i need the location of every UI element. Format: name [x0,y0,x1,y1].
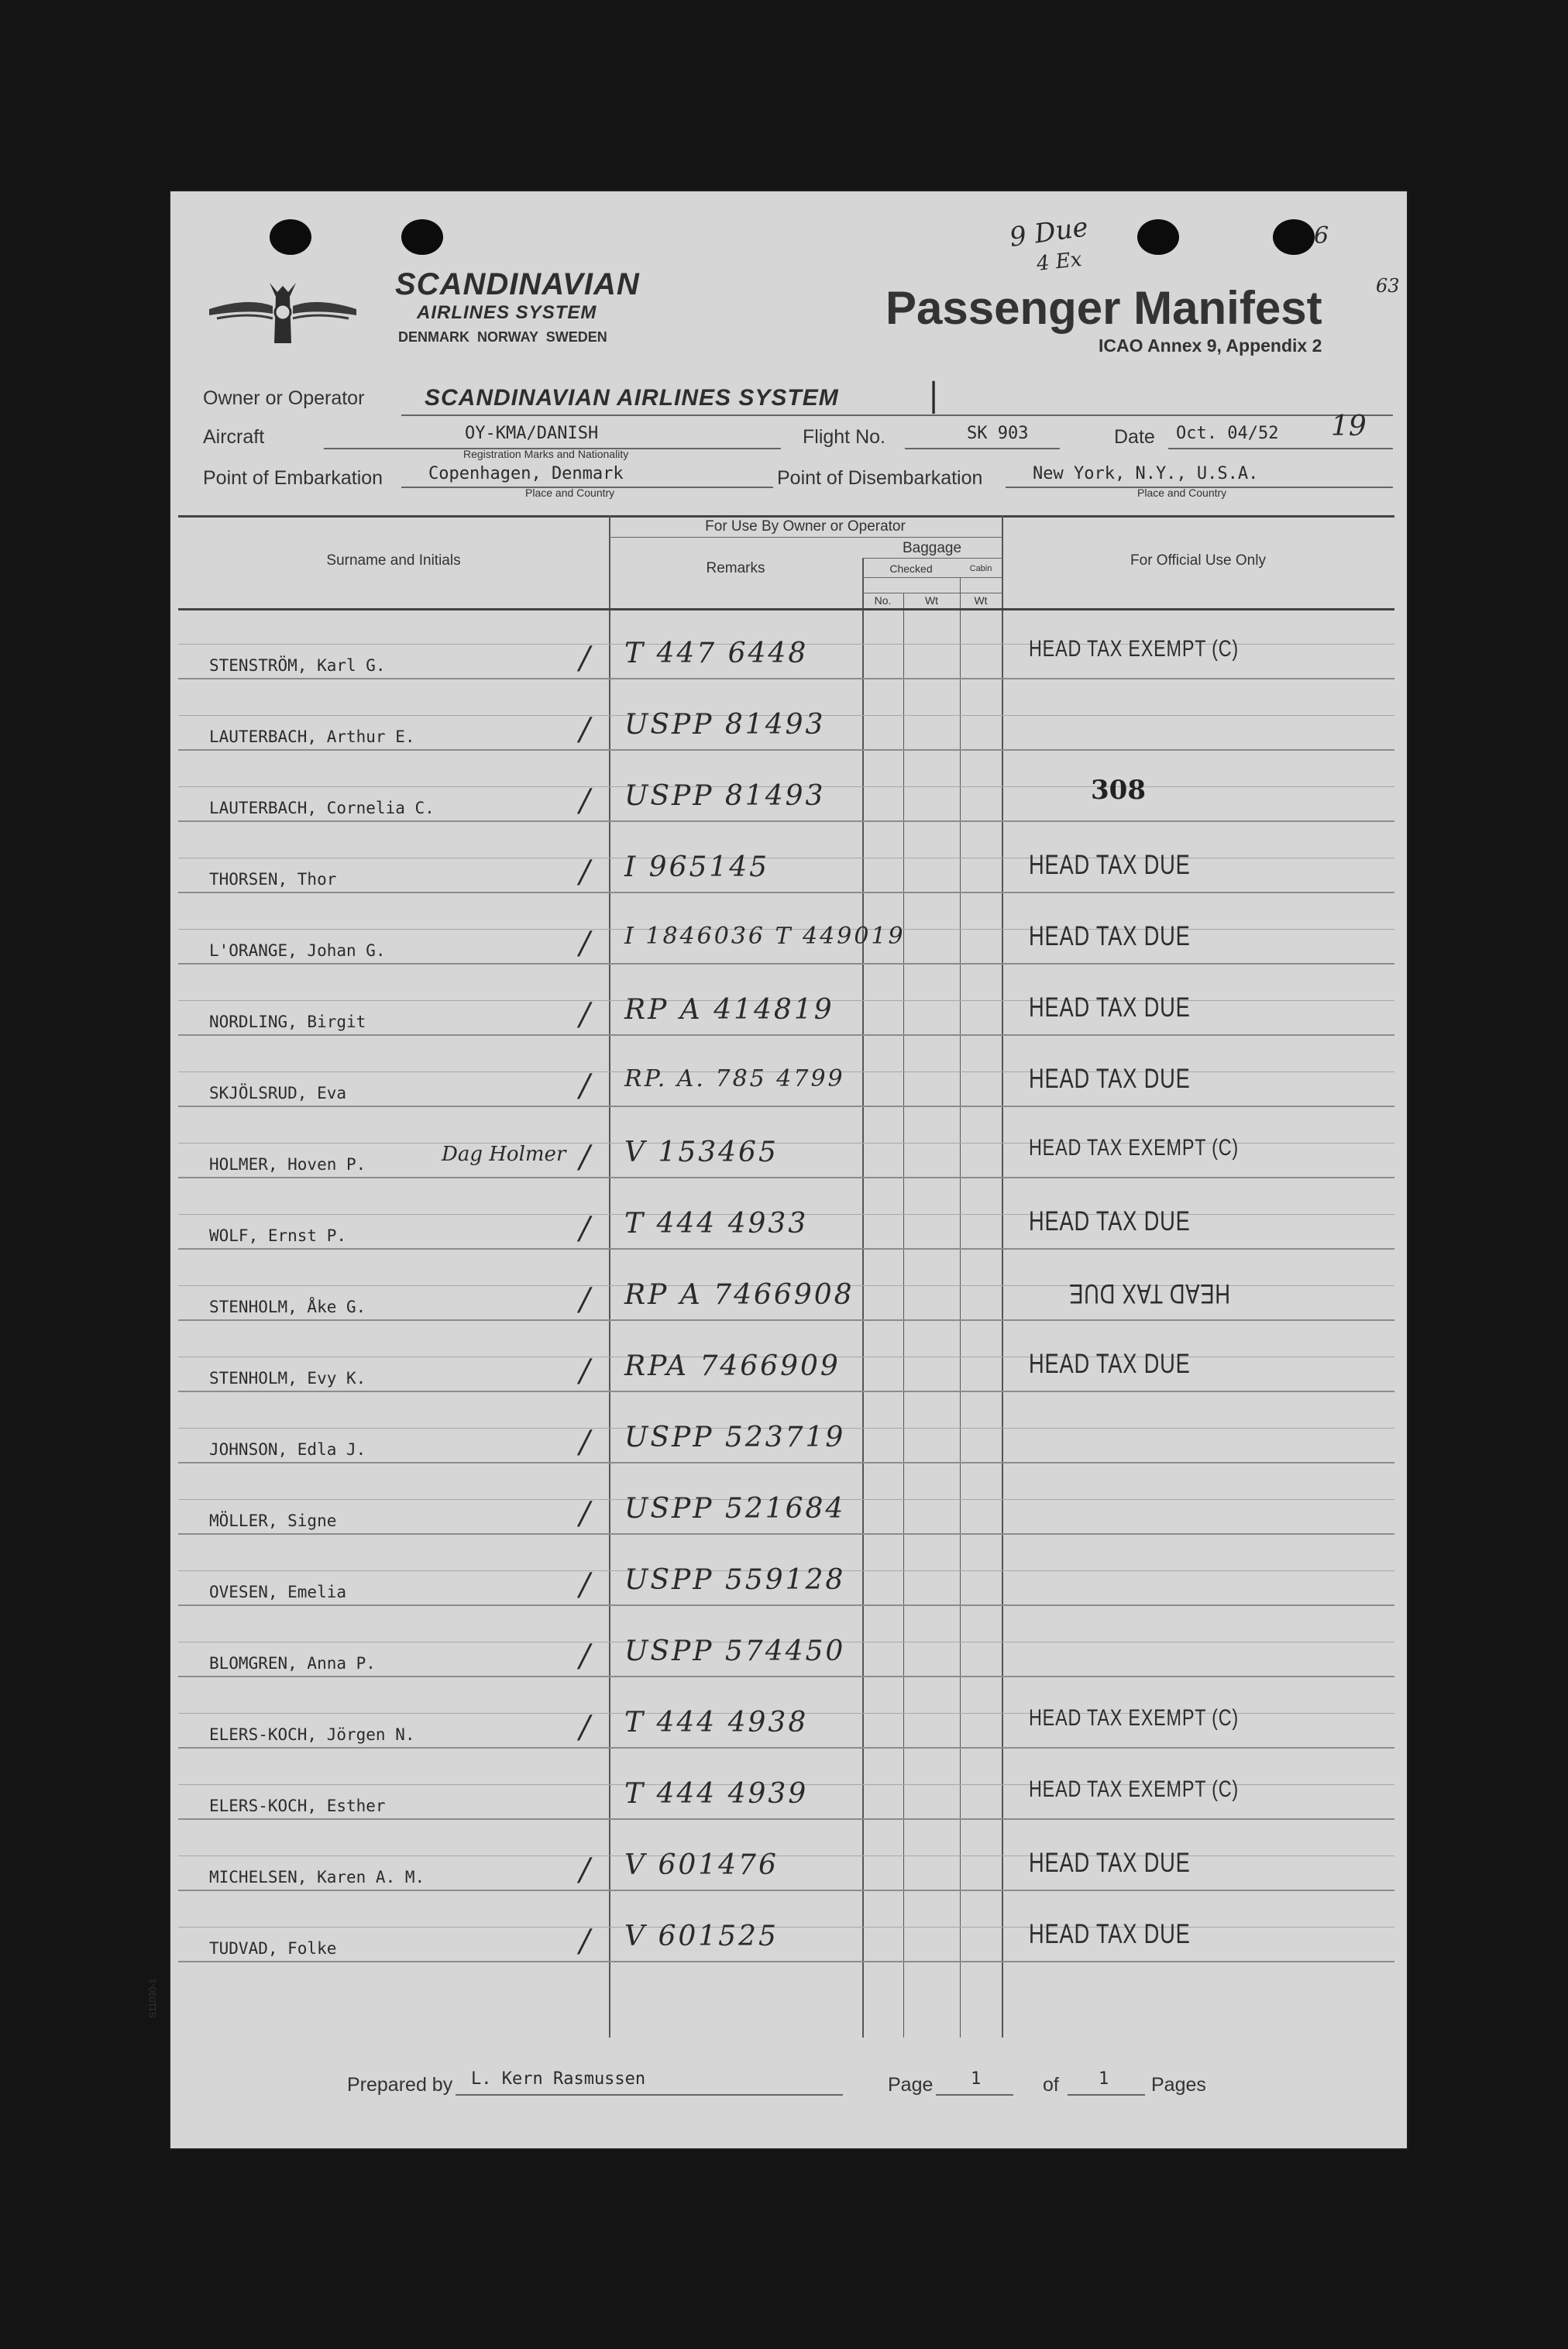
official-stamp: HEAD TAX DUE [1029,850,1191,880]
page-label: Page [888,2074,934,2096]
passport-remark: T 444 4939 [624,1778,809,1810]
passport-remark: RP A 414819 [624,994,834,1026]
table-row [169,1178,1408,1250]
passenger-name: NORDLING, Birgit [209,1013,366,1031]
passport-remark: RPA 7466909 [624,1350,841,1382]
passenger-name: JOHNSON, Edla J. [209,1440,366,1459]
check-mark: / [579,1639,590,1674]
passport-remark: RP. A. 785 4799 [624,1065,845,1092]
table-row [169,1749,1408,1820]
passport-remark: USPP 574450 [624,1635,846,1667]
form-subtitle: ICAO Annex 9, Appendix 2 [1099,335,1322,356]
passport-remark: T 444 4938 [624,1707,809,1739]
passport-remark: T 444 4933 [624,1208,809,1240]
header-wt: Wt [924,594,939,607]
check-mark: / [579,1068,590,1104]
check-mark: / [579,1353,590,1389]
aircraft-sublabel: Registration Marks and Nationality [463,448,629,460]
row-ruling [178,1855,1394,1856]
check-mark: / [579,1567,590,1603]
page-value: 1 [971,2069,982,2089]
passenger-name: ELERS-KOCH, Jörgen N. [209,1725,415,1744]
header-baggage: Baggage [902,540,962,556]
margin-note-exempt: 4 Ex [1035,248,1083,276]
passenger-name: OVESEN, Emelia [209,1583,347,1601]
check-mark: / [579,641,590,676]
passenger-name: LAUTERBACH, Cornelia C. [209,799,435,817]
punch-hole [1137,219,1179,255]
disembark-label: Point of Disembarkation [777,467,983,489]
checked-underline [862,577,1002,578]
check-mark: / [579,1852,590,1888]
table-row [169,679,1408,751]
airline-name: SCANDINAVIAN [395,267,640,301]
aircraft-label: Aircraft [203,426,265,448]
table-row [169,1107,1408,1178]
owner-underline [401,414,1393,416]
table-row [169,1321,1408,1392]
row-divider [178,1961,1394,1962]
corner-number: 6 [1314,222,1329,249]
prepared-underline [456,2094,843,2096]
airline-countries: DENMARK NORWAY SWEDEN [398,329,607,345]
official-stamp: HEAD TAX EXEMPT (C) [1029,1776,1239,1802]
passport-remark: USPP 523719 [624,1422,846,1453]
punch-hole [401,219,443,255]
passenger-name: WOLF, Ernst P. [209,1226,347,1245]
official-stamp: HEAD TAX DUE [1029,1919,1191,1949]
date-underline [1168,448,1393,449]
header-checked: Checked [889,562,933,575]
header-official: For Official Use Only [1130,552,1266,569]
table-row [169,1036,1408,1107]
passport-remark: T 447 6448 [624,638,809,669]
table-row [169,1250,1408,1321]
passenger-name: ELERS-KOCH, Esther [209,1797,386,1815]
check-mark: / [579,1924,590,1959]
header-cabin: Cabin [969,564,992,573]
passport-remark: USPP 559128 [624,1564,846,1596]
official-stamp: HEAD TAX DUE [1029,992,1191,1023]
official-stamp: HEAD TAX DUE [1029,1848,1191,1878]
official-stamp: HEAD TAX EXEMPT (C) [1029,1705,1239,1731]
official-stamp: HEAD TAX DUE [1029,1349,1191,1379]
page-underline [936,2094,1013,2096]
check-mark: / [579,1496,590,1532]
passenger-name: LAUTERBACH, Arthur E. [209,727,415,746]
passenger-name: STENHOLM, Evy K. [209,1369,366,1388]
table-top-border [178,515,1394,518]
table-row [169,822,1408,893]
official-stamp: HEAD TAX EXEMPT (C) [1029,636,1239,662]
official-stamp: HEAD TAX DUE [1029,1064,1191,1094]
owner-mark: | [928,376,940,414]
table-row [169,1820,1408,1891]
table-row [169,1392,1408,1463]
flight-underline [905,448,1060,449]
margin-note-due: 9 Due [1007,212,1091,253]
disembark-value: New York, N.Y., U.S.A. [1033,464,1259,483]
corner-number-2: 63 [1376,275,1400,297]
check-mark: / [579,926,590,961]
passport-remark: V 153465 [624,1137,779,1168]
embark-sublabel: Place and Country [525,487,615,499]
passport-remark: RP A 7466908 [624,1279,854,1311]
passenger-name: THORSEN, Thor [209,870,337,889]
passenger-name-correction: Dag Holmer [442,1143,566,1166]
prepared-label: Prepared by [347,2074,453,2096]
embark-label: Point of Embarkation [203,467,383,489]
flight-label: Flight No. [803,426,885,448]
check-mark: / [579,997,590,1033]
passport-remark: USPP 521684 [624,1493,846,1525]
embark-value: Copenhagen, Denmark [428,464,624,483]
baggage-underline [862,558,1002,559]
passenger-name: STENHOLM, Åke G. [209,1298,366,1316]
manifest-sheet [147,190,1408,2150]
official-stamp: HEAD TAX DUE [1029,1206,1191,1236]
passenger-name: STENSTRÖM, Karl G. [209,656,386,675]
table-row [169,1535,1408,1606]
header-owner-use: For Use By Owner or Operator [705,518,906,535]
table-row [169,1463,1408,1535]
check-mark: / [579,1282,590,1318]
passenger-name: SKJÖLSRUD, Eva [209,1084,347,1102]
passenger-name: L'ORANGE, Johan G. [209,941,386,960]
table-row [169,751,1408,822]
table-row [169,1891,1408,1962]
owner-value: SCANDINAVIAN AIRLINES SYSTEM [425,385,839,411]
header-surname: Surname and Initials [326,552,461,569]
passenger-name: BLOMGREN, Anna P. [209,1654,376,1673]
disembark-sublabel: Place and Country [1137,487,1227,499]
check-mark: / [579,783,590,819]
passenger-name: MICHELSEN, Karen A. M. [209,1868,425,1886]
airline-logo-icon [201,275,364,345]
passport-remark: V 601525 [624,1921,779,1952]
date-value: Oct. 04/52 [1176,424,1279,443]
table-row [169,1677,1408,1749]
passport-remark: V 601476 [624,1849,779,1881]
table-row [169,608,1408,679]
prepared-value: L. Kern Rasmussen [471,2069,646,2089]
passport-remark: I 965145 [624,851,770,883]
header-remarks: Remarks [706,560,765,576]
check-mark: / [579,712,590,748]
flight-value: SK 903 [967,424,1029,443]
passenger-name: MÖLLER, Signe [209,1512,337,1530]
airline-name-sub: AIRLINES SYSTEM [417,302,597,323]
header-no: No. [874,594,892,607]
check-mark: / [579,1140,590,1175]
form-title: Passenger Manifest [885,282,1322,334]
check-mark: / [579,1211,590,1247]
official-stamp: HEAD TAX DUE [1068,1278,1230,1309]
owner-label: Owner or Operator [203,387,365,409]
check-mark: / [579,855,590,890]
row-ruling [178,1927,1394,1928]
of-label: of [1043,2074,1059,2096]
official-number: 308 [1091,775,1146,806]
check-mark: / [579,1425,590,1460]
punch-hole [270,219,311,255]
passenger-name: HOLMER, Hoven P. [209,1155,366,1174]
date-hand-note: 19 [1331,411,1367,442]
of-underline [1068,2094,1145,2096]
table-row [169,1606,1408,1677]
official-stamp: HEAD TAX DUE [1029,921,1191,951]
side-form-code: S11030-1 [147,1978,158,2018]
date-label: Date [1114,426,1155,448]
passport-remark: USPP 81493 [624,780,826,812]
official-stamp: HEAD TAX EXEMPT (C) [1029,1135,1239,1161]
aircraft-value: OY-KMA/DANISH [465,424,599,443]
header-cabin-wt: Wt [974,594,988,607]
of-value: 1 [1099,2069,1109,2089]
owner-use-underline [609,537,1002,538]
passport-remark: I 1846036 T 449019 [624,923,906,950]
pages-label: Pages [1151,2074,1206,2096]
table-row [169,965,1408,1036]
table-row [169,893,1408,965]
passport-remark: USPP 81493 [624,709,826,741]
passenger-name: TUDVAD, Folke [209,1939,337,1958]
check-mark: / [579,1710,590,1745]
punch-hole [1273,219,1315,255]
